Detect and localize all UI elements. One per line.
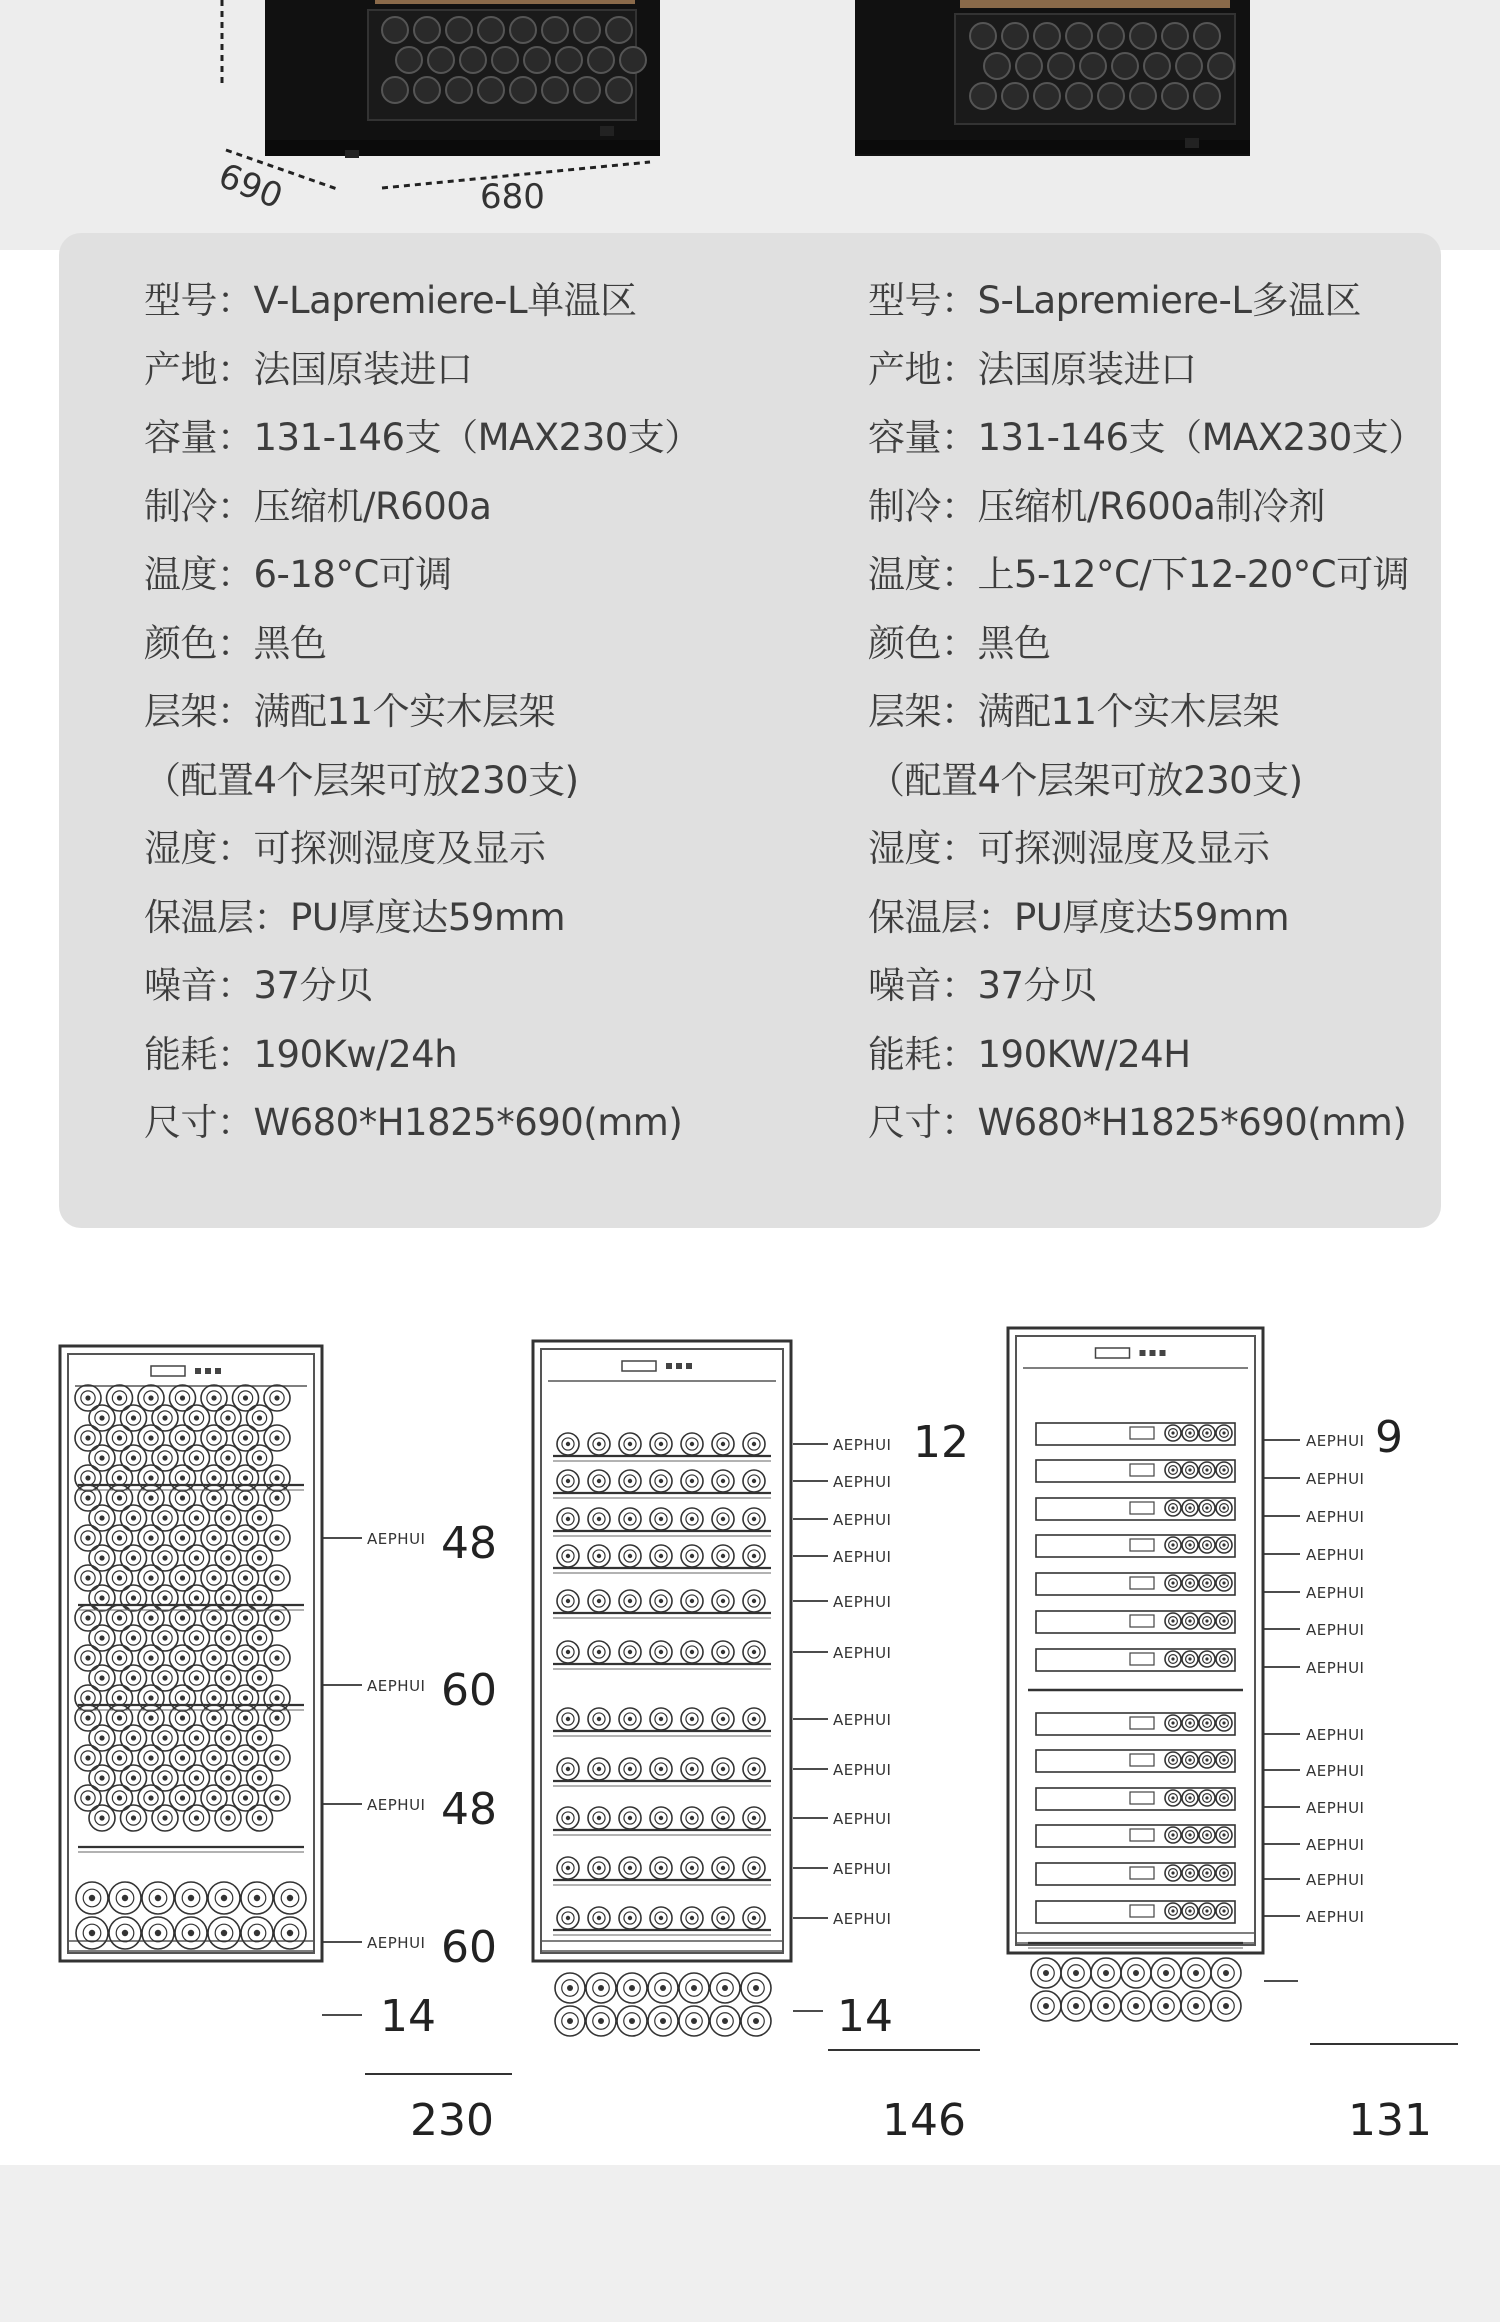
spec-line <box>868 344 1425 413</box>
spec-key: 能耗： <box>144 1032 254 1076</box>
spec-value: V-Lapremiere-L单温区 <box>253 279 637 322</box>
depth-dimension-label: 690 <box>212 155 288 218</box>
brand-label: AEPHUI <box>833 1810 892 1828</box>
spec-key: 噪音： <box>868 964 978 1007</box>
brand-label: AEPHUI <box>833 1644 892 1662</box>
spec-value: 法国原装进口 <box>253 347 473 391</box>
brand-label: AEPHUI <box>367 1530 426 1548</box>
spec-column-left <box>144 275 701 1166</box>
product-photo-strip <box>0 0 1500 250</box>
spec-key: 型号： <box>144 279 254 322</box>
brand-label: AEPHUI <box>833 1473 892 1491</box>
spec-line <box>868 686 1425 755</box>
shelf-diagrams-svg <box>0 1228 1500 2165</box>
spec-value: 黑色 <box>253 621 327 665</box>
spec-key: 制冷： <box>144 484 254 528</box>
spec-value: PU厚度达59mm <box>1014 895 1290 939</box>
bottom-band <box>0 2165 1500 2322</box>
spec-value: 190Kw/24h <box>253 1032 458 1076</box>
spec-value: 可探测湿度及显示 <box>253 827 546 870</box>
spec-line <box>144 1097 701 1166</box>
spec-key: 湿度： <box>144 827 254 870</box>
spec-line <box>868 1097 1425 1166</box>
spec-line <box>144 1029 701 1098</box>
spec-line <box>868 892 1425 961</box>
spec-key: 容量： <box>144 416 254 459</box>
brand-label: AEPHUI <box>1306 1871 1365 1889</box>
brand-label: AEPHUI <box>1306 1508 1365 1526</box>
spec-value: 黑色 <box>977 621 1051 665</box>
spec-value: 法国原装进口 <box>977 347 1197 391</box>
spec-key: 颜色： <box>144 621 254 665</box>
spec-value: W680*H1825*690(mm) <box>977 1101 1407 1144</box>
spec-line <box>144 892 701 961</box>
spec-line <box>144 481 701 550</box>
spec-key: 温度： <box>868 553 978 596</box>
spec-line <box>868 412 1425 481</box>
spec-key: 型号： <box>868 279 978 322</box>
capacity-number: 12 <box>913 1417 969 1468</box>
brand-label: AEPHUI <box>1306 1659 1365 1677</box>
brand-label: AEPHUI <box>1306 1621 1365 1639</box>
cabinet-outline <box>60 1346 322 1961</box>
spec-value: （配置4个层架可放230支) <box>144 758 579 802</box>
spec-key: 产地： <box>868 347 978 391</box>
spec-line <box>868 755 1425 824</box>
spec-key: 容量： <box>868 416 978 459</box>
cabinet-photos <box>0 0 1500 250</box>
capacity-number: 48 <box>441 1518 497 1569</box>
spec-value: 37分贝 <box>977 964 1097 1007</box>
spec-value: （配置4个层架可放230支) <box>868 758 1303 802</box>
brand-label: AEPHUI <box>1306 1584 1365 1602</box>
brand-label: AEPHUI <box>833 1436 892 1454</box>
brand-label: AEPHUI <box>833 1910 892 1928</box>
capacity-number: 14 <box>837 1991 893 2042</box>
spec-line <box>868 960 1425 1029</box>
spec-key: 层架： <box>144 690 254 733</box>
cabinet-outline <box>533 1341 791 2036</box>
total-capacity-number: 131 <box>1348 2095 1432 2146</box>
spec-value: 131-146支（MAX230支） <box>977 416 1425 459</box>
spec-key: 尺寸： <box>868 1101 978 1144</box>
spec-line <box>868 1029 1425 1098</box>
spec-line <box>144 686 701 755</box>
capacity-number: 60 <box>441 1665 497 1716</box>
brand-label: AEPHUI <box>367 1677 426 1695</box>
brand-label: AEPHUI <box>1306 1908 1365 1926</box>
brand-label: AEPHUI <box>833 1711 892 1729</box>
spec-key: 保温层： <box>144 895 290 939</box>
total-capacity-number: 146 <box>882 2095 966 2146</box>
capacity-number: 60 <box>441 1922 497 1973</box>
shelf-configuration-diagrams <box>0 1228 1500 2165</box>
spec-line <box>144 549 701 618</box>
cabinet-outline <box>1008 1328 1263 2021</box>
spec-line <box>144 960 701 1029</box>
spec-line <box>868 481 1425 550</box>
brand-label: AEPHUI <box>1306 1836 1365 1854</box>
brand-label: AEPHUI <box>1306 1799 1365 1817</box>
spec-value: PU厚度达59mm <box>290 895 566 939</box>
brand-label: AEPHUI <box>1306 1432 1365 1450</box>
spec-value: 满配11个实木层架 <box>253 690 556 733</box>
spec-value: 6-18°C可调 <box>253 553 452 596</box>
spec-key: 噪音： <box>144 964 254 1007</box>
spec-line <box>868 549 1425 618</box>
spec-line <box>144 755 701 824</box>
brand-label: AEPHUI <box>1306 1726 1365 1744</box>
capacity-number: 14 <box>380 1991 436 2042</box>
spec-key: 湿度： <box>868 827 978 870</box>
spec-value: 满配11个实木层架 <box>977 690 1280 733</box>
spec-key: 尺寸： <box>144 1101 254 1144</box>
spec-line <box>144 823 701 892</box>
brand-label: AEPHUI <box>1306 1762 1365 1780</box>
capacity-number: 48 <box>441 1784 497 1835</box>
brand-label: AEPHUI <box>833 1548 892 1566</box>
width-dimension-label: 680 <box>480 177 545 217</box>
spec-value: 上5-12°C/下12-20°C可调 <box>977 553 1410 596</box>
spec-line <box>144 275 701 344</box>
brand-label: AEPHUI <box>833 1761 892 1779</box>
brand-label: AEPHUI <box>833 1511 892 1529</box>
spec-value: S-Lapremiere-L多温区 <box>977 279 1361 322</box>
spec-value: 可探测湿度及显示 <box>977 827 1270 870</box>
spec-value: 37分贝 <box>253 964 373 1007</box>
brand-label: AEPHUI <box>1306 1546 1365 1564</box>
spec-key: 颜色： <box>868 621 978 665</box>
spec-value: 压缩机/R600a制冷剂 <box>977 484 1325 528</box>
spec-line <box>868 618 1425 687</box>
brand-label: AEPHUI <box>367 1796 426 1814</box>
spec-value: 压缩机/R600a <box>253 484 492 528</box>
spec-key: 能耗： <box>868 1032 978 1076</box>
spec-card <box>59 233 1441 1228</box>
spec-key: 制冷： <box>868 484 978 528</box>
spec-key: 产地： <box>144 347 254 391</box>
total-capacity-number: 230 <box>410 2095 494 2146</box>
spec-value: 131-146支（MAX230支） <box>253 416 701 459</box>
spec-value: W680*H1825*690(mm) <box>253 1101 683 1144</box>
brand-label: AEPHUI <box>1306 1470 1365 1488</box>
capacity-number: 9 <box>1375 1412 1403 1463</box>
spec-line <box>144 618 701 687</box>
spec-key: 温度： <box>144 553 254 596</box>
spec-line <box>868 275 1425 344</box>
spec-line <box>144 412 701 481</box>
spec-line <box>144 344 701 413</box>
spec-value: 190KW/24H <box>977 1032 1191 1076</box>
spec-line <box>868 823 1425 892</box>
brand-label: AEPHUI <box>367 1934 426 1952</box>
spec-column-right <box>868 275 1425 1166</box>
brand-label: AEPHUI <box>833 1593 892 1611</box>
spec-key: 层架： <box>868 690 978 733</box>
spec-key: 保温层： <box>868 895 1014 939</box>
brand-label: AEPHUI <box>833 1860 892 1878</box>
